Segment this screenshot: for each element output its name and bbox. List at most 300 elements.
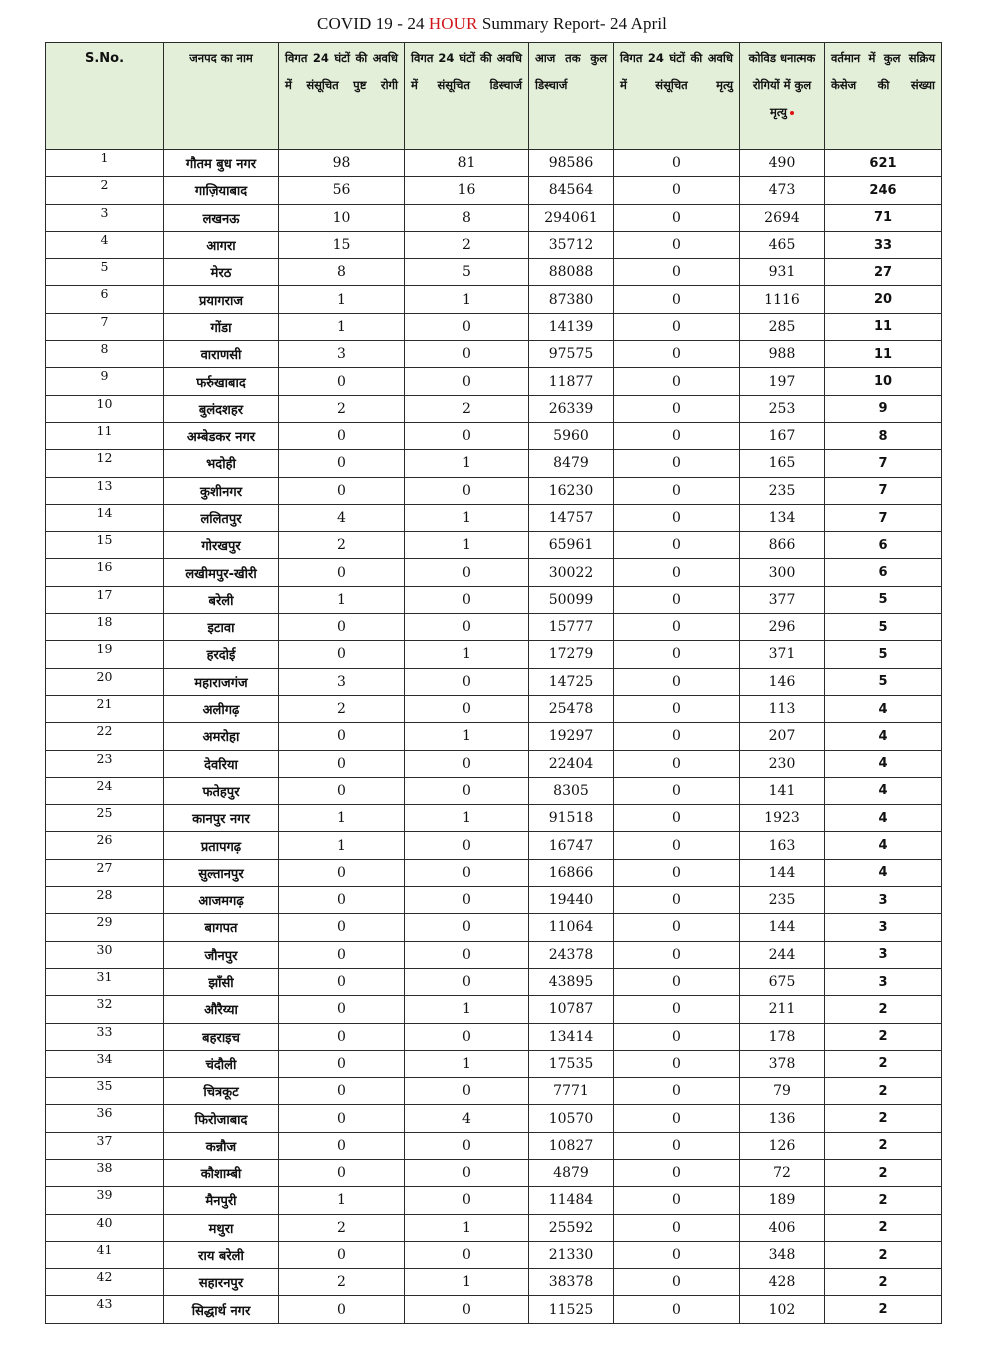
cell-active-cases: 5 — [825, 641, 942, 668]
cell-discharged-24h: 0 — [405, 777, 529, 804]
cell-total-discharged: 17535 — [529, 1050, 614, 1077]
cell-sno: 41 — [46, 1241, 164, 1268]
cell-total-deaths: 348 — [740, 1241, 825, 1268]
cell-sno: 36 — [46, 1105, 164, 1132]
cell-district: लखनऊ — [164, 204, 279, 231]
cell-sno: 20 — [46, 668, 164, 695]
cell-cases-24h: 2 — [279, 1214, 405, 1241]
cell-sno: 40 — [46, 1214, 164, 1241]
cell-cases-24h: 1 — [279, 805, 405, 832]
table-row — [46, 614, 942, 641]
cell-deaths-24h: 0 — [614, 1187, 740, 1214]
cell-deaths-24h: 0 — [614, 1078, 740, 1105]
cell-active-cases: 71 — [825, 204, 942, 231]
cell-cases-24h: 0 — [279, 1132, 405, 1159]
cell-total-deaths: 144 — [740, 914, 825, 941]
cell-district: जौनपुर — [164, 941, 279, 968]
cell-district: फतेहपुर — [164, 777, 279, 804]
table-row — [46, 641, 942, 668]
cell-total-discharged: 7771 — [529, 1078, 614, 1105]
cell-active-cases: 4 — [825, 859, 942, 886]
cell-deaths-24h: 0 — [614, 805, 740, 832]
cell-total-deaths: 866 — [740, 532, 825, 559]
cell-active-cases: 2 — [825, 1296, 942, 1323]
cell-deaths-24h: 0 — [614, 1241, 740, 1268]
cell-active-cases: 10 — [825, 368, 942, 395]
cell-total-deaths: 406 — [740, 1214, 825, 1241]
cell-deaths-24h: 0 — [614, 832, 740, 859]
cell-active-cases: 20 — [825, 286, 942, 313]
cell-cases-24h: 0 — [279, 968, 405, 995]
cell-active-cases: 621 — [825, 150, 942, 177]
cell-sno: 8 — [46, 341, 164, 368]
cell-total-deaths: 675 — [740, 968, 825, 995]
cell-sno: 29 — [46, 914, 164, 941]
table-row — [46, 1105, 942, 1132]
cell-deaths-24h: 0 — [614, 859, 740, 886]
cell-deaths-24h: 0 — [614, 395, 740, 422]
table-row — [46, 805, 942, 832]
cell-district: औरैय्या — [164, 996, 279, 1023]
cell-cases-24h: 2 — [279, 395, 405, 422]
cell-discharged-24h: 1 — [405, 1269, 529, 1296]
cell-active-cases: 33 — [825, 231, 942, 258]
report-title — [0, 14, 984, 34]
cell-discharged-24h: 0 — [405, 368, 529, 395]
table-row — [46, 559, 942, 586]
cell-discharged-24h: 1 — [405, 996, 529, 1023]
table-row — [46, 150, 942, 177]
cell-sno: 12 — [46, 450, 164, 477]
cell-active-cases: 5 — [825, 586, 942, 613]
cell-discharged-24h: 0 — [405, 1296, 529, 1323]
cell-discharged-24h: 0 — [405, 586, 529, 613]
cell-total-discharged: 98586 — [529, 150, 614, 177]
cell-district: कौशाम्बी — [164, 1159, 279, 1186]
cell-total-deaths: 371 — [740, 641, 825, 668]
cell-district: चंदौली — [164, 1050, 279, 1077]
cell-discharged-24h: 0 — [405, 614, 529, 641]
cell-cases-24h: 2 — [279, 695, 405, 722]
cell-total-discharged: 25592 — [529, 1214, 614, 1241]
cell-sno: 9 — [46, 368, 164, 395]
cell-active-cases: 2 — [825, 1132, 942, 1159]
table-row — [46, 1269, 942, 1296]
table-row — [46, 941, 942, 968]
cell-deaths-24h: 0 — [614, 259, 740, 286]
cell-deaths-24h: 0 — [614, 941, 740, 968]
table-row — [46, 1241, 942, 1268]
cell-active-cases: 2 — [825, 1159, 942, 1186]
cell-cases-24h: 0 — [279, 368, 405, 395]
table-row — [46, 1214, 942, 1241]
cell-total-discharged: 13414 — [529, 1023, 614, 1050]
cell-total-discharged: 21330 — [529, 1241, 614, 1268]
cell-discharged-24h: 1 — [405, 805, 529, 832]
cell-district: लखीमपुर-खीरी — [164, 559, 279, 586]
cell-total-discharged: 50099 — [529, 586, 614, 613]
report-title-suffix: Summary Report- 24 April — [477, 14, 667, 33]
cell-deaths-24h: 0 — [614, 586, 740, 613]
cell-active-cases: 5 — [825, 668, 942, 695]
table-row — [46, 313, 942, 340]
cell-total-deaths: 1923 — [740, 805, 825, 832]
cell-total-deaths: 163 — [740, 832, 825, 859]
cell-district: गाज़ियाबाद — [164, 177, 279, 204]
cell-cases-24h: 0 — [279, 477, 405, 504]
cell-total-discharged: 19297 — [529, 723, 614, 750]
cell-active-cases: 7 — [825, 450, 942, 477]
cell-district: राय बरेली — [164, 1241, 279, 1268]
cell-total-deaths: 378 — [740, 1050, 825, 1077]
cell-sno: 21 — [46, 695, 164, 722]
table-row — [46, 1159, 942, 1186]
cell-sno: 15 — [46, 532, 164, 559]
cell-total-discharged: 25478 — [529, 695, 614, 722]
table-row — [46, 177, 942, 204]
cell-total-deaths: 473 — [740, 177, 825, 204]
cell-deaths-24h: 0 — [614, 1023, 740, 1050]
cell-active-cases: 4 — [825, 777, 942, 804]
cell-deaths-24h: 0 — [614, 1269, 740, 1296]
cell-total-discharged: 38378 — [529, 1269, 614, 1296]
cell-cases-24h: 3 — [279, 341, 405, 368]
cell-discharged-24h: 1 — [405, 1050, 529, 1077]
cell-discharged-24h: 8 — [405, 204, 529, 231]
cell-active-cases: 3 — [825, 941, 942, 968]
cell-discharged-24h: 0 — [405, 559, 529, 586]
cell-district: भदोही — [164, 450, 279, 477]
cell-total-discharged: 4879 — [529, 1159, 614, 1186]
cell-discharged-24h: 0 — [405, 914, 529, 941]
cell-deaths-24h: 0 — [614, 231, 740, 258]
cell-district: प्रयागराज — [164, 286, 279, 313]
cell-discharged-24h: 0 — [405, 1132, 529, 1159]
cell-discharged-24h: 0 — [405, 477, 529, 504]
cell-active-cases: 4 — [825, 832, 942, 859]
cell-cases-24h: 0 — [279, 1050, 405, 1077]
cell-cases-24h: 2 — [279, 532, 405, 559]
cell-cases-24h: 0 — [279, 614, 405, 641]
cell-total-deaths: 126 — [740, 1132, 825, 1159]
cell-active-cases: 11 — [825, 341, 942, 368]
cell-active-cases: 5 — [825, 614, 942, 641]
cell-active-cases: 4 — [825, 723, 942, 750]
cell-cases-24h: 4 — [279, 504, 405, 531]
cell-sno: 11 — [46, 422, 164, 449]
cell-district: फर्रुखाबाद — [164, 368, 279, 395]
table-row — [46, 286, 942, 313]
cell-total-discharged: 15777 — [529, 614, 614, 641]
cell-sno: 27 — [46, 859, 164, 886]
cell-district: वाराणसी — [164, 341, 279, 368]
cell-total-discharged: 10827 — [529, 1132, 614, 1159]
cell-total-discharged: 11877 — [529, 368, 614, 395]
cell-total-discharged: 24378 — [529, 941, 614, 968]
table-row — [46, 668, 942, 695]
cell-active-cases: 27 — [825, 259, 942, 286]
cell-district: बहराइच — [164, 1023, 279, 1050]
cell-sno: 6 — [46, 286, 164, 313]
cell-discharged-24h: 1 — [405, 450, 529, 477]
cell-discharged-24h: 1 — [405, 641, 529, 668]
cell-discharged-24h: 2 — [405, 395, 529, 422]
cell-total-deaths: 79 — [740, 1078, 825, 1105]
table-row — [46, 750, 942, 777]
cell-discharged-24h: 0 — [405, 750, 529, 777]
table-row — [46, 1050, 942, 1077]
cell-district: अम्बेडकर नगर — [164, 422, 279, 449]
cell-district: सहारनपुर — [164, 1269, 279, 1296]
cell-total-discharged: 84564 — [529, 177, 614, 204]
table-row — [46, 231, 942, 258]
cell-total-discharged: 26339 — [529, 395, 614, 422]
header-total-deaths — [740, 43, 825, 150]
cell-total-discharged: 87380 — [529, 286, 614, 313]
cell-total-deaths: 296 — [740, 614, 825, 641]
cell-active-cases: 7 — [825, 477, 942, 504]
cell-district: ललितपुर — [164, 504, 279, 531]
cell-deaths-24h: 0 — [614, 1105, 740, 1132]
cell-district: अमरोहा — [164, 723, 279, 750]
cell-sno: 37 — [46, 1132, 164, 1159]
cell-district: कुशीनगर — [164, 477, 279, 504]
cell-deaths-24h: 0 — [614, 723, 740, 750]
cell-active-cases: 9 — [825, 395, 942, 422]
cell-district: अलीगढ़ — [164, 695, 279, 722]
cell-total-discharged: 22404 — [529, 750, 614, 777]
cell-sno: 19 — [46, 641, 164, 668]
cell-total-discharged: 30022 — [529, 559, 614, 586]
cell-cases-24h: 0 — [279, 1023, 405, 1050]
cell-cases-24h: 15 — [279, 231, 405, 258]
cell-cases-24h: 0 — [279, 641, 405, 668]
header-sno: S.No. — [46, 43, 164, 150]
table-row — [46, 1187, 942, 1214]
cell-discharged-24h: 1 — [405, 532, 529, 559]
cell-total-discharged: 11064 — [529, 914, 614, 941]
cell-deaths-24h: 0 — [614, 1132, 740, 1159]
table-row — [46, 450, 942, 477]
cell-discharged-24h: 0 — [405, 887, 529, 914]
cell-cases-24h: 0 — [279, 941, 405, 968]
cell-sno: 25 — [46, 805, 164, 832]
cell-district: कानपुर नगर — [164, 805, 279, 832]
cell-sno: 17 — [46, 586, 164, 613]
table-body — [46, 150, 942, 1324]
cell-total-discharged: 97575 — [529, 341, 614, 368]
cell-deaths-24h: 0 — [614, 341, 740, 368]
cell-district: मथुरा — [164, 1214, 279, 1241]
cell-cases-24h: 1 — [279, 286, 405, 313]
cell-active-cases: 6 — [825, 532, 942, 559]
cell-total-deaths: 988 — [740, 341, 825, 368]
cell-sno: 38 — [46, 1159, 164, 1186]
cell-discharged-24h: 16 — [405, 177, 529, 204]
cell-district: देवरिया — [164, 750, 279, 777]
table-header-row — [46, 43, 942, 150]
table-row — [46, 204, 942, 231]
cell-total-discharged: 8479 — [529, 450, 614, 477]
cell-sno: 4 — [46, 231, 164, 258]
cell-deaths-24h: 0 — [614, 614, 740, 641]
cell-cases-24h: 0 — [279, 422, 405, 449]
cell-discharged-24h: 0 — [405, 695, 529, 722]
cell-total-deaths: 377 — [740, 586, 825, 613]
cell-deaths-24h: 0 — [614, 1050, 740, 1077]
cell-total-deaths: 167 — [740, 422, 825, 449]
table-row — [46, 259, 942, 286]
cell-sno: 14 — [46, 504, 164, 531]
cell-sno: 42 — [46, 1269, 164, 1296]
cell-cases-24h: 0 — [279, 859, 405, 886]
cell-sno: 3 — [46, 204, 164, 231]
cell-total-deaths: 178 — [740, 1023, 825, 1050]
cell-total-deaths: 144 — [740, 859, 825, 886]
cell-total-deaths: 490 — [740, 150, 825, 177]
cell-district: गोंडा — [164, 313, 279, 340]
cell-total-deaths: 211 — [740, 996, 825, 1023]
cell-cases-24h: 1 — [279, 832, 405, 859]
cell-district: महाराजगंज — [164, 668, 279, 695]
cell-total-discharged: 14757 — [529, 504, 614, 531]
cell-discharged-24h: 1 — [405, 723, 529, 750]
table-row — [46, 887, 942, 914]
cell-deaths-24h: 0 — [614, 477, 740, 504]
table-row — [46, 832, 942, 859]
cell-cases-24h: 1 — [279, 586, 405, 613]
table-row — [46, 1023, 942, 1050]
cell-deaths-24h: 0 — [614, 1296, 740, 1323]
cell-total-deaths: 197 — [740, 368, 825, 395]
cell-sno: 7 — [46, 313, 164, 340]
cell-cases-24h: 0 — [279, 723, 405, 750]
cell-active-cases: 2 — [825, 1050, 942, 1077]
cell-discharged-24h: 0 — [405, 1241, 529, 1268]
cell-sno: 10 — [46, 395, 164, 422]
cell-sno: 24 — [46, 777, 164, 804]
cell-discharged-24h: 0 — [405, 313, 529, 340]
cell-cases-24h: 8 — [279, 259, 405, 286]
cell-deaths-24h: 0 — [614, 559, 740, 586]
cell-sno: 1 — [46, 150, 164, 177]
cell-sno: 5 — [46, 259, 164, 286]
table-row — [46, 395, 942, 422]
cell-total-discharged: 14725 — [529, 668, 614, 695]
cell-total-discharged: 16747 — [529, 832, 614, 859]
cell-total-deaths: 165 — [740, 450, 825, 477]
cell-discharged-24h: 1 — [405, 1214, 529, 1241]
cell-cases-24h: 0 — [279, 1296, 405, 1323]
cell-discharged-24h: 0 — [405, 832, 529, 859]
cell-discharged-24h: 0 — [405, 1187, 529, 1214]
cell-district: बरेली — [164, 586, 279, 613]
cell-district: इटावा — [164, 614, 279, 641]
cell-cases-24h: 0 — [279, 914, 405, 941]
cell-active-cases: 2 — [825, 996, 942, 1023]
cell-cases-24h: 0 — [279, 559, 405, 586]
report-title-highlight: HOUR — [428, 14, 478, 33]
cell-deaths-24h: 0 — [614, 204, 740, 231]
table-row — [46, 341, 942, 368]
cell-sno: 43 — [46, 1296, 164, 1323]
cell-deaths-24h: 0 — [614, 532, 740, 559]
cell-total-deaths: 1116 — [740, 286, 825, 313]
cell-district: सिद्धार्थ नगर — [164, 1296, 279, 1323]
red-dot-marker — [790, 111, 794, 115]
table-row — [46, 996, 942, 1023]
cell-cases-24h: 0 — [279, 1078, 405, 1105]
cell-discharged-24h: 0 — [405, 422, 529, 449]
header-total-discharged: आज तक कुल डिस्चार्ज — [529, 43, 614, 150]
cell-deaths-24h: 0 — [614, 450, 740, 477]
cell-district: गौतम बुध नगर — [164, 150, 279, 177]
table-row — [46, 1078, 942, 1105]
cell-total-deaths: 146 — [740, 668, 825, 695]
cell-total-deaths: 300 — [740, 559, 825, 586]
cell-deaths-24h: 0 — [614, 777, 740, 804]
summary-table — [45, 42, 942, 1324]
report-title-prefix: COVID 19 - 24 — [317, 14, 429, 33]
cell-deaths-24h: 0 — [614, 914, 740, 941]
cell-total-deaths: 102 — [740, 1296, 825, 1323]
cell-active-cases: 2 — [825, 1078, 942, 1105]
cell-district: सुल्तानपुर — [164, 859, 279, 886]
cell-total-deaths: 285 — [740, 313, 825, 340]
cell-total-discharged: 11484 — [529, 1187, 614, 1214]
cell-district: बुलंदशहर — [164, 395, 279, 422]
cell-cases-24h: 98 — [279, 150, 405, 177]
table-row — [46, 477, 942, 504]
cell-sno: 2 — [46, 177, 164, 204]
cell-sno: 33 — [46, 1023, 164, 1050]
cell-sno: 32 — [46, 996, 164, 1023]
cell-total-deaths: 235 — [740, 887, 825, 914]
cell-deaths-24h: 0 — [614, 887, 740, 914]
cell-deaths-24h: 0 — [614, 150, 740, 177]
cell-district: गोरखपुर — [164, 532, 279, 559]
cell-district: आजमगढ़ — [164, 887, 279, 914]
cell-total-deaths: 2694 — [740, 204, 825, 231]
cell-total-discharged: 88088 — [529, 259, 614, 286]
cell-district: कन्नौज — [164, 1132, 279, 1159]
cell-discharged-24h: 1 — [405, 504, 529, 531]
cell-cases-24h: 0 — [279, 996, 405, 1023]
cell-cases-24h: 1 — [279, 313, 405, 340]
cell-total-discharged: 294061 — [529, 204, 614, 231]
cell-active-cases: 4 — [825, 750, 942, 777]
header-deaths-24h: विगत 24 घंटों की अवधि में संसूचित मृत्यु — [614, 43, 740, 150]
cell-total-discharged: 8305 — [529, 777, 614, 804]
cell-active-cases: 3 — [825, 968, 942, 995]
cell-deaths-24h: 0 — [614, 996, 740, 1023]
cell-cases-24h: 3 — [279, 668, 405, 695]
cell-active-cases: 3 — [825, 887, 942, 914]
cell-sno: 16 — [46, 559, 164, 586]
table-row — [46, 695, 942, 722]
header-active-cases: वर्तमान में कुल सक्रिय केसेज की संख्या — [825, 43, 942, 150]
cell-total-deaths: 465 — [740, 231, 825, 258]
cell-total-discharged: 16230 — [529, 477, 614, 504]
table-row — [46, 1132, 942, 1159]
cell-sno: 23 — [46, 750, 164, 777]
cell-deaths-24h: 0 — [614, 641, 740, 668]
cell-sno: 13 — [46, 477, 164, 504]
cell-total-discharged: 10787 — [529, 996, 614, 1023]
cell-district: मेरठ — [164, 259, 279, 286]
table-row — [46, 586, 942, 613]
cell-discharged-24h: 0 — [405, 859, 529, 886]
